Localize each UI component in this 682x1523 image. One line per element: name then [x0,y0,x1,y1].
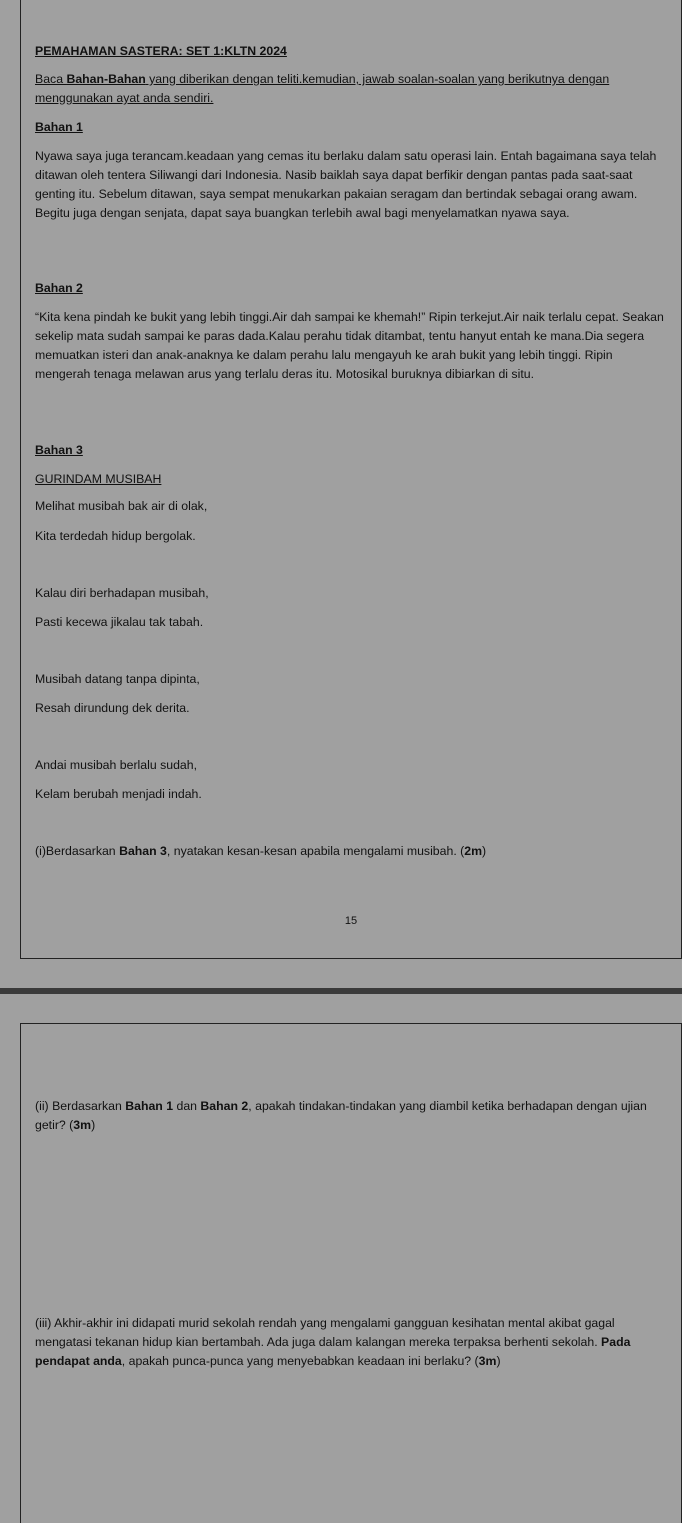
question-3 [35,1314,667,1371]
q1-post: ) [482,844,487,858]
q3-post: ) [496,1354,501,1368]
poem-line: Melihat musibah bak air di olak, [35,499,208,513]
q2-mid-2: , apakah tindakan-tindakan yang diambil ketika berhadapan dengan ujian getir? ( [35,1099,647,1132]
q2-marks: 3m [73,1118,92,1132]
page-number: 15 [344,915,358,927]
poem-line: Andai musibah berlalu sudah, [35,758,198,772]
instruction-pre: Baca [35,72,67,86]
q1-bold: Bahan 3 [119,844,167,858]
poem-line: Pasti kecewa jikalau tak tabah. [35,615,204,629]
q2-bold-1: Bahan 1 [125,1099,174,1113]
q3-marks: 3m [478,1354,497,1368]
bahan1-title: Bahan 1 [35,120,83,134]
q2-post: ) [91,1118,96,1132]
poem-line: Kelam berubah menjadi indah. [35,787,202,801]
q2-pre: (ii) Berdasarkan [35,1099,126,1113]
worksheet-header: PEMAHAMAN SASTERA: SET 1:KLTN 2024 [35,44,287,58]
worksheet-page-2 [20,1023,682,1523]
instruction-text [35,70,667,108]
bahan1-text: Nyawa saya juga terancam.keadaan yang cemas itu berlaku dalam satu operasi lain. Entah bagaimana saya telah ditawan oleh tentera Siliwangi dari Indonesia. Nasib baiklah saya dapat berfikir dengan pantas pada saat-saat genting itu. Sebelum ditawan, saya sempat menukarkan pakaian seragam dan bertindak sebagai orang awam. Begitu juga dengan senjata, dapat saya buangkan terlebih awal bagi menyelamatkan nyawa saya. [35,149,657,220]
poem-title: GURINDAM MUSIBAH [35,472,162,486]
page-divider [0,988,682,994]
instruction-post: yang diberikan dengan teliti.kemudian, jawab soalan-soalan yang berikutnya dengan menggunakan ayat anda sendiri. [35,72,610,105]
poem-line: Kalau diri berhadapan musibah, [35,586,209,600]
q2-bold-2: Bahan 2 [200,1099,249,1113]
bahan2-text: “Kita kena pindah ke bukit yang lebih tinggi.Air dah sampai ke khemah!” Ripin terkejut.Air naik terlalu cepat. Seakan sekelip mata sudah sampai ke paras dada.Kalau perahu tidak ditambat, tentu hanyut entah ke mana.Dia segera memuatkan isteri dan anak-anaknya ke dalam perahu lalu mengayuh ke arah bukit yang lebih tinggi. Ripin mengerah tenaga melawan arus yang terlalu deras itu. Motosikal buruknya dibiarkan di situ. [35,310,664,381]
poem-line: Resah dirundung dek derita. [35,701,190,715]
q1-mid: , nyatakan kesan-kesan apabila mengalami musibah. ( [166,844,465,858]
bahan3-title: Bahan 3 [35,443,83,457]
instruction-bold: Bahan-Bahan [66,72,146,86]
q1-pre: (i)Berdasarkan [35,844,120,858]
q1-marks: 2m [464,844,483,858]
question-2 [35,1097,667,1135]
worksheet-page-1 [20,0,682,959]
bahan2-title: Bahan 2 [35,281,83,295]
q2-mid-1: dan [173,1099,201,1113]
question-1 [35,842,667,861]
q3-text: (iii) Akhir-akhir ini didapati murid sekolah rendah yang mengalami gangguan kesihatan mental akibat gagal mengatasi tekanan hidup kian bertambah. Ada juga dalam kalangan mereka terpaksa berhenti sekolah. [35,1316,615,1349]
poem-line: Kita terdedah hidup bergolak. [35,529,196,543]
q3-bold: Pada pendapat anda [35,1335,631,1368]
poem-line: Musibah datang tanpa dipinta, [35,672,200,686]
q3-mid: , apakah punca-punca yang menyebabkan keadaan ini berlaku? ( [121,1354,479,1368]
